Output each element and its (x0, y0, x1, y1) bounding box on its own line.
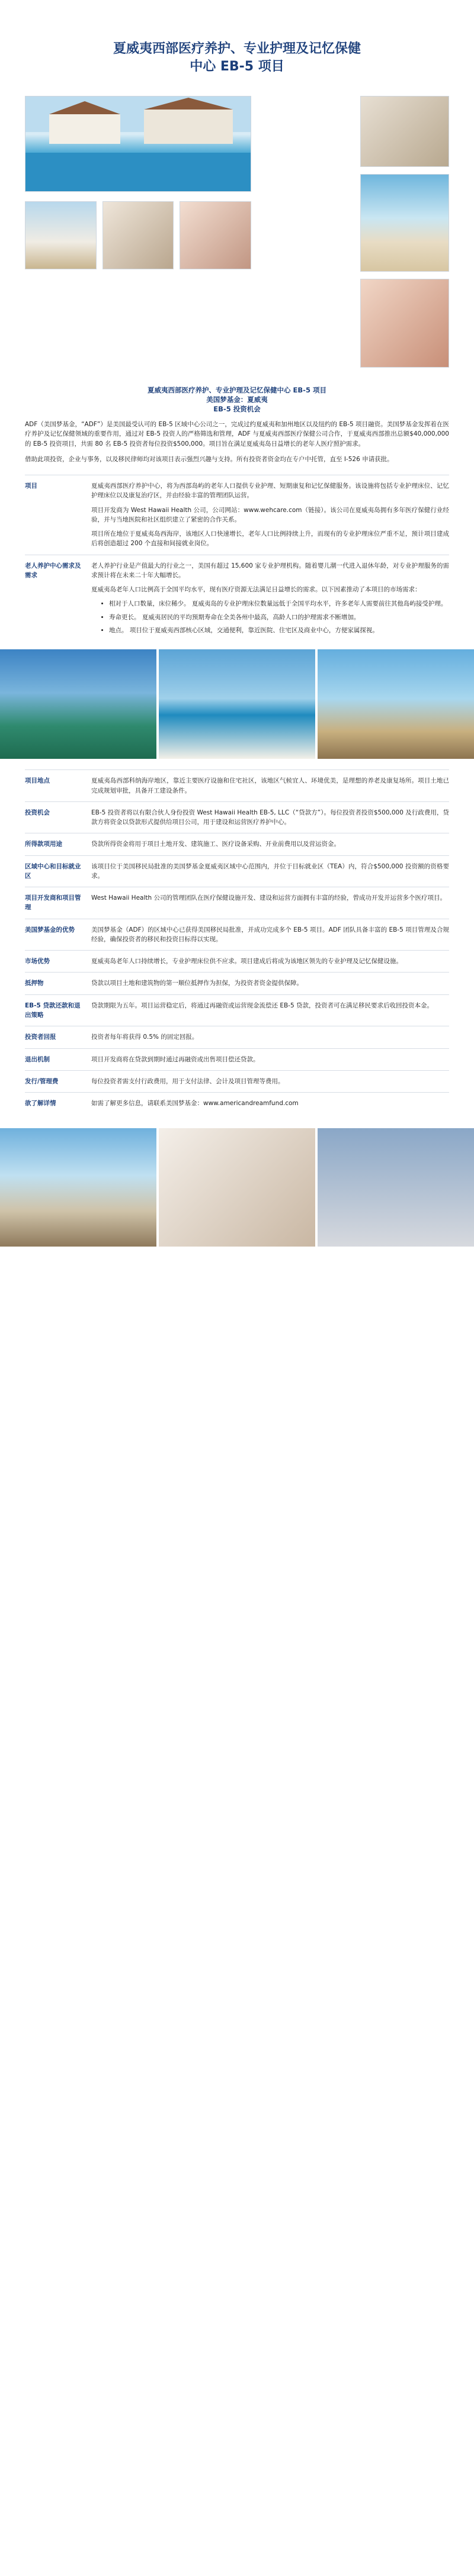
nurse-patient-photo (159, 1128, 315, 1247)
photo-left-column (25, 96, 251, 368)
bedroom-photo (103, 201, 174, 269)
table-row (25, 1048, 449, 1070)
table-row (25, 1092, 449, 1114)
details-table-1 (25, 475, 449, 641)
section-heading (25, 385, 449, 414)
row-content (91, 561, 449, 636)
bullet-item: • 地点。 项目位于夏威夷西部核心区域，交通便利，靠近医院、住宅区及商业中心，方便家属探视。 (109, 626, 449, 635)
table-row (25, 475, 449, 555)
building-exterior-photo (0, 1128, 156, 1247)
row-label: 项目 (25, 482, 37, 490)
table-row (25, 887, 449, 919)
row-content: EB-5 投资者将以有限合伙人身份投资 West Hawaii Health EB-5, LLC（“贷款方”）。每位投资者投资$500,000 及行政费用，贷款方将资金以贷款形式提供给项目公司，用于建设和运营医疗养护中心。 (91, 809, 449, 826)
table-row (25, 855, 449, 887)
row-content: 贷款所得资金将用于项目土地开发、建筑施工、医疗设备采购、开业前费用以及营运资金。 (91, 841, 340, 848)
row-label: 退出机制 (25, 1055, 50, 1063)
landscape-photo-strip (0, 649, 474, 759)
row-label: 发行/管理费 (25, 1077, 59, 1085)
row-content: 贷款期限为五年。项目运营稳定后，将通过再融资或运营现金流偿还 EB-5 贷款，投资者可在满足移民要求后收回投资本金。 (91, 1002, 433, 1009)
intro-paragraph-1: ADF（美国梦基金，“ADF”）是美国最受认可的 EB-5 区域中心公司之一，完成过约夏威夷和加州地区以及纽约的 EB-5 项目融资。美国梦基金发挥着在医疗养护及记忆保健领域的重要作用，通过对 EB-5 投资人的严格筛选和管理，ADF 与夏威夷西部医疗保健公司合作，于夏威夷西部推出总额$40,000,000 的 EB-5 投资项目，共需 80 名 EB-5 投资者每位投资$500,000。项目旨在满足夏威夷岛日益增长的老年人医疗照护需求。 (25, 421, 449, 447)
photo-row (25, 201, 251, 269)
bullet-item: • 寿命更长。 夏威夷居民的平均预期寿命在全美各州中最高，高龄人口的护理需求不断增加。 (109, 613, 449, 622)
document-page (0, 0, 474, 1247)
palm-landscape-photo (0, 649, 156, 759)
document-title (25, 0, 449, 76)
elderly-couple-photo (360, 174, 449, 272)
row-content: 如需了解更多信息，请联系美国梦基金：www.americandreamfund.com (91, 1100, 299, 1107)
row-paragraph: 项目开发商为 West Hawaii Health 公司，公司网站：www.wehcare.com（链接）。该公司在夏威夷岛拥有多年医疗保健行业经验，并与当地医院和社区组织建立了紧密的合作关系。 (91, 506, 449, 523)
row-paragraph: 夏威夷西部医疗养护中心，将为西部岛屿的老年人口提供专业护理、短期康复和记忆保健服务。该设施将包括专业护理床位、记忆护理床位以及康复治疗区，并由经验丰富的管理团队运营。 (91, 482, 449, 500)
row-paragraph: 老人养护行业是产值最大的行业之一，美国有超过 15,600 家专业护理机构。随着婴儿潮一代进入退休年龄，对专业护理服务的需求预计将在未来二十年大幅增长。 (91, 562, 449, 579)
photo-right-column (360, 96, 449, 368)
table-row (25, 919, 449, 951)
row-label: 项目地点 (25, 777, 50, 785)
row-label: 抵押物 (25, 980, 44, 987)
details-table-2 (25, 769, 449, 1114)
photo-collage (25, 96, 449, 368)
row-content: West Hawaii Health 公司的管理团队在医疗保健设施开发、建设和运营方面拥有丰富的经验，曾成功开发并运营多个医疗项目。 (91, 894, 446, 902)
resort-pool-deck-photo (159, 649, 315, 759)
senior-group-photo (318, 1128, 474, 1247)
row-content: 每位投资者需支付行政费用，用于支付法律、会计及项目管理等费用。 (91, 1077, 284, 1085)
table-row (25, 1026, 449, 1048)
care-photo (180, 201, 251, 269)
row-label: 所得款项用途 (25, 841, 62, 848)
table-row (25, 555, 449, 642)
bottom-photo-strip (0, 1128, 474, 1247)
caring-hands-photo (360, 279, 449, 368)
row-label: 区域中心和目标就业区 (25, 862, 81, 880)
row-content: 投资者每年将获得 0.5% 的固定回报。 (91, 1033, 198, 1041)
row-content: 美国梦基金（ADF）的区域中心已获得美国移民局批准，并成功完成多个 EB-5 项目。ADF 团队具备丰富的 EB-5 项目管理及合规经验，确保投资者的移民和投资目标得以实现。 (91, 926, 449, 943)
row-paragraph: 夏威夷岛老年人口比例高于全国平均水平，现有医疗资源无法满足日益增长的需求。以下因素推动了本项目的市场需求： (91, 586, 421, 594)
section-heading-line-2: 美国梦基金：夏威夷 (206, 395, 268, 404)
row-content: 该项目位于美国移民局批准的美国梦基金夏威夷区域中心范围内，并位于目标就业区（TEA）内，符合$500,000 投资额的资格要求。 (91, 862, 449, 880)
room-interior-photo (360, 96, 449, 167)
row-content (91, 481, 449, 549)
bullet-item: • 相对于人口数量，床位稀少。 夏威夷岛的专业护理床位数量远低于全国平均水平，许多老年人需要前往其他岛屿接受护理。 (109, 599, 449, 608)
table-row (25, 1070, 449, 1092)
table-row (25, 769, 449, 801)
pool-photo-illustration (25, 96, 251, 192)
row-label: 欲了解详情 (25, 1100, 56, 1107)
section-heading-line-3: EB-5 投资机会 (213, 405, 261, 413)
building-photo (25, 201, 97, 269)
beach-photo (318, 649, 474, 759)
title-line-1: 夏威夷西部医疗养护、专业护理及记忆保健 (113, 41, 361, 56)
row-content: 夏威夷岛老年人口持续增长，专业护理床位供不应求。项目建成后将成为该地区领先的专业护理及记忆保健设施。 (91, 958, 402, 965)
title-line-2: 中心 EB-5 项目 (190, 59, 284, 74)
row-label: 市场优势 (25, 958, 50, 965)
section-heading-line-1: 夏威夷西部医疗养护、专业护理及记忆保健中心 EB-5 项目 (148, 386, 326, 394)
table-row (25, 994, 449, 1026)
row-label: 美国梦基金的优势 (25, 926, 75, 933)
resort-pool-photo (25, 96, 251, 192)
row-paragraph: 项目所在地位于夏威夷岛西海岸，该地区人口快速增长，老年人口比例持续上升，而现有的专业护理床位严重不足，预计项目建成后将创造超过 200 个直接和间接就业岗位。 (91, 530, 449, 548)
row-label: EB-5 贷款还款和退出策略 (25, 1002, 81, 1019)
table-row (25, 801, 449, 833)
table-row (25, 833, 449, 855)
row-label: 投资者回报 (25, 1033, 56, 1041)
table-row (25, 972, 449, 994)
row-label: 老人养护中心需求及需求 (25, 562, 81, 579)
table-row (25, 950, 449, 972)
bullet-list (109, 599, 449, 635)
intro-paragraph-2: 借助此项投资，企业与事务，以及移民律师均对该项目表示强烈兴趣与支持。所有投资者资金均在专户中托管，直至 I-526 申请获批。 (25, 455, 393, 463)
row-label: 项目开发商和项目管理 (25, 894, 81, 912)
row-label: 投资机会 (25, 809, 50, 816)
row-content: 项目开发商将在贷款到期时通过再融资或出售项目偿还贷款。 (91, 1055, 260, 1063)
row-content: 贷款以项目土地和建筑物的第一顺位抵押作为担保，为投资者资金提供保障。 (91, 980, 303, 987)
row-content: 夏威夷岛西部科纳海岸地区，靠近主要医疗设施和住宅社区，该地区气候宜人、环境优美，是理想的养老及康复场所。项目土地已完成规划审批，具备开工建设条件。 (91, 777, 449, 794)
